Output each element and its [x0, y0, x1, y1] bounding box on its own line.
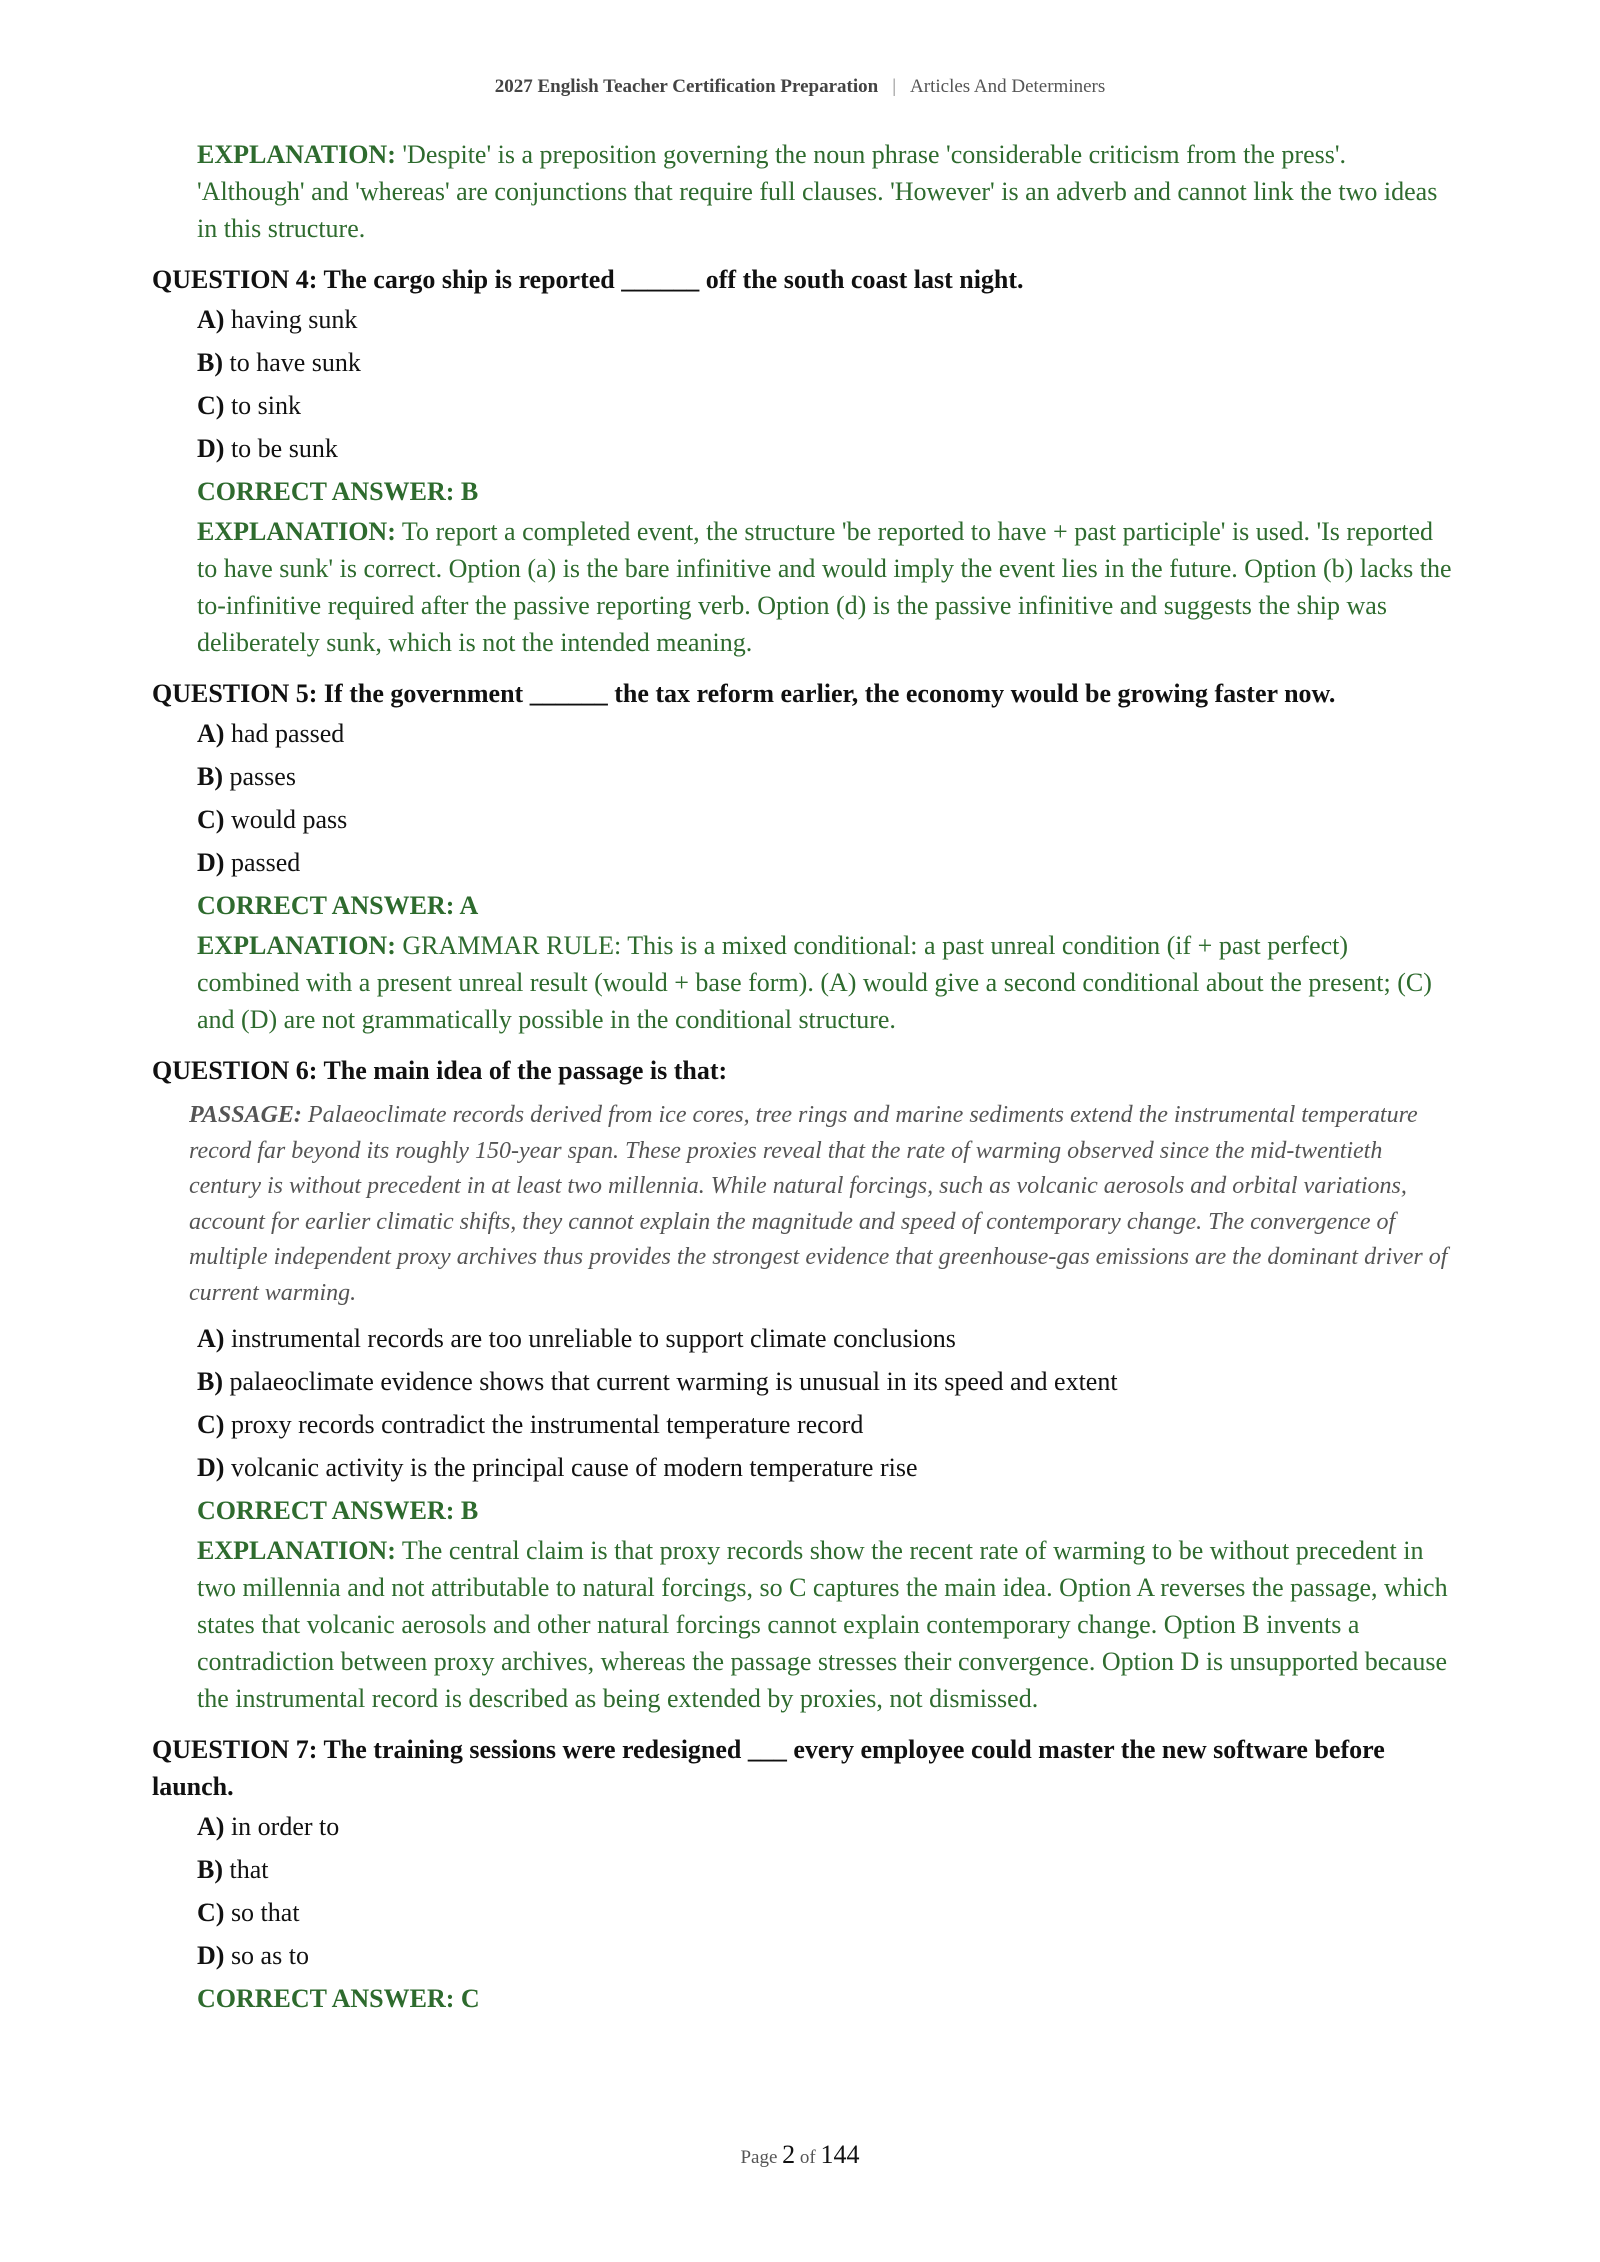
option-b: [197, 341, 1452, 384]
question-block-5: [152, 675, 1452, 1038]
option-key: B): [197, 348, 223, 377]
explanation-text: To report a completed event, the structure 'be reported to have + past participle' is used. 'Is reported to have sunk' is correct. Option (a) is the bare infinitive and would imply the event lies in the future. Option (b) lacks the to-infinitive required after the passive reporting verb. Option (d) is the passive infinitive and suggests the ship was deliberately sunk, which is not the intended meaning.: [197, 517, 1452, 657]
option-key: A): [197, 719, 225, 748]
option-text: so that: [230, 1898, 300, 1927]
option-d: [197, 841, 1452, 884]
section-title: Articles And Determiners: [910, 76, 1106, 97]
option-key: C): [197, 1898, 225, 1927]
question-text: QUESTION 7: The training sessions were redesigned ___ every employee could master the new software before launch.: [152, 1735, 1385, 1801]
document-title: 2027 English Teacher Certification Preparation: [494, 76, 879, 97]
explanation-label: EXPLANATION:: [197, 517, 396, 546]
option-list: [197, 1805, 1452, 1977]
question-text: QUESTION 6: The main idea of the passage is that:: [152, 1056, 728, 1085]
correct-answer: CORRECT ANSWER: B: [197, 1496, 479, 1525]
option-d: [197, 1934, 1452, 1977]
option-b: [197, 1848, 1452, 1891]
option-key: C): [197, 805, 225, 834]
page-footer: [0, 2140, 1600, 2170]
page-content: [152, 136, 1452, 2020]
explanation-label: EXPLANATION:: [197, 140, 396, 169]
explanation-text: The central claim is that proxy records show the recent rate of warming to be without precedent in two millennia and not attributable to natural forcings, so C captures the main idea. Option A reverses the passage, which states that volcanic aerosols and other natural forcings cannot explain contemporary change. Option B invents a contradiction between proxy archives, whereas the passage stresses their convergence. Option D is unsupported because the instrumental record is described as being extended by proxies, not dismissed.: [197, 1536, 1448, 1713]
passage-label: PASSAGE:: [189, 1102, 302, 1128]
question-text: QUESTION 5: If the government ______ the tax reform earlier, the economy would be growing faster now.: [152, 679, 1336, 708]
option-text: in order to: [230, 1812, 340, 1841]
option-text: to sink: [230, 391, 302, 420]
option-key: B): [197, 762, 223, 791]
option-key: D): [197, 1941, 225, 1970]
option-text: passed: [230, 848, 301, 877]
reading-passage: [189, 1098, 1452, 1311]
option-key: B): [197, 1367, 223, 1396]
question-block-4: [152, 261, 1452, 661]
option-b: [197, 755, 1452, 798]
option-c: [197, 1891, 1452, 1934]
option-text: that: [229, 1855, 269, 1884]
option-list: [197, 298, 1452, 470]
option-text: proxy records contradict the instrumental temperature record: [230, 1410, 864, 1439]
explanation-text: GRAMMAR RULE: This is a mixed conditional: a past unreal condition (if + past perfect) combined with a present unreal result (would + base form). (A) would give a second conditional about the present; (C) and (D) are not grammatically possible in the conditional structure.: [197, 931, 1432, 1034]
explanation-label: EXPLANATION:: [197, 931, 396, 960]
option-a: [197, 1317, 1452, 1360]
option-text: passes: [229, 762, 296, 791]
option-text: having sunk: [230, 305, 358, 334]
option-a: [197, 298, 1452, 341]
header-separator: |: [892, 76, 897, 97]
option-key: A): [197, 305, 225, 334]
explanation: [197, 513, 1452, 661]
passage-text: Palaeoclimate records derived from ice cores, tree rings and marine sediments extend the instrumental temperature record far beyond its roughly 150-year span. These proxies reveal that the rate of warming observed since the mid-twentieth century is without precedent in at least two millennia. While natural forcings, such as volcanic aerosols and orbital variations, account for earlier climatic shifts, they cannot explain the magnitude and speed of contemporary change. The convergence of multiple independent proxy archives thus provides the strongest evidence that greenhouse-gas emissions are the dominant driver of current warming.: [189, 1102, 1448, 1306]
option-a: [197, 1805, 1452, 1848]
page-word: Page: [740, 2147, 778, 2168]
running-header: [0, 76, 1600, 98]
option-key: A): [197, 1812, 225, 1841]
option-key: C): [197, 1410, 225, 1439]
option-key: B): [197, 1855, 223, 1884]
option-c: [197, 1403, 1452, 1446]
correct-answer: CORRECT ANSWER: A: [197, 891, 479, 920]
option-list: [197, 712, 1452, 884]
option-text: so as to: [230, 1941, 309, 1970]
question-block-6: [152, 1052, 1452, 1717]
option-d: [197, 427, 1452, 470]
option-key: C): [197, 391, 225, 420]
of-word: of: [799, 2147, 816, 2168]
option-text: to be sunk: [230, 434, 338, 463]
option-text: volcanic activity is the principal cause of modern temperature rise: [230, 1453, 918, 1482]
correct-answer: CORRECT ANSWER: C: [197, 1984, 480, 2013]
page-number: 2: [782, 2140, 796, 2169]
option-list: [197, 1317, 1452, 1489]
explanation: [197, 1532, 1452, 1717]
option-c: [197, 384, 1452, 427]
option-key: D): [197, 848, 225, 877]
question-block-7: [152, 1731, 1452, 2020]
option-a: [197, 712, 1452, 755]
option-text: palaeoclimate evidence shows that current warming is unusual in its speed and extent: [229, 1367, 1118, 1396]
option-text: instrumental records are too unreliable to support climate conclusions: [230, 1324, 956, 1353]
option-b: [197, 1360, 1452, 1403]
option-key: D): [197, 1453, 225, 1482]
option-key: D): [197, 434, 225, 463]
total-pages: 144: [820, 2140, 860, 2169]
option-text: to have sunk: [229, 348, 361, 377]
option-d: [197, 1446, 1452, 1489]
explanation-q3: [197, 136, 1452, 247]
correct-answer: CORRECT ANSWER: B: [197, 477, 479, 506]
option-key: A): [197, 1324, 225, 1353]
explanation-label: EXPLANATION:: [197, 1536, 396, 1565]
explanation: [197, 927, 1452, 1038]
option-text: had passed: [230, 719, 345, 748]
explanation-text: 'Despite' is a preposition governing the noun phrase 'considerable criticism from the press'. 'Although' and 'whereas' are conjunctions that require full clauses. 'However' is an adverb and cannot link the two ideas in this structure.: [197, 140, 1438, 243]
question-text: QUESTION 4: The cargo ship is reported ______ off the south coast last night.: [152, 265, 1024, 294]
option-c: [197, 798, 1452, 841]
option-text: would pass: [230, 805, 348, 834]
